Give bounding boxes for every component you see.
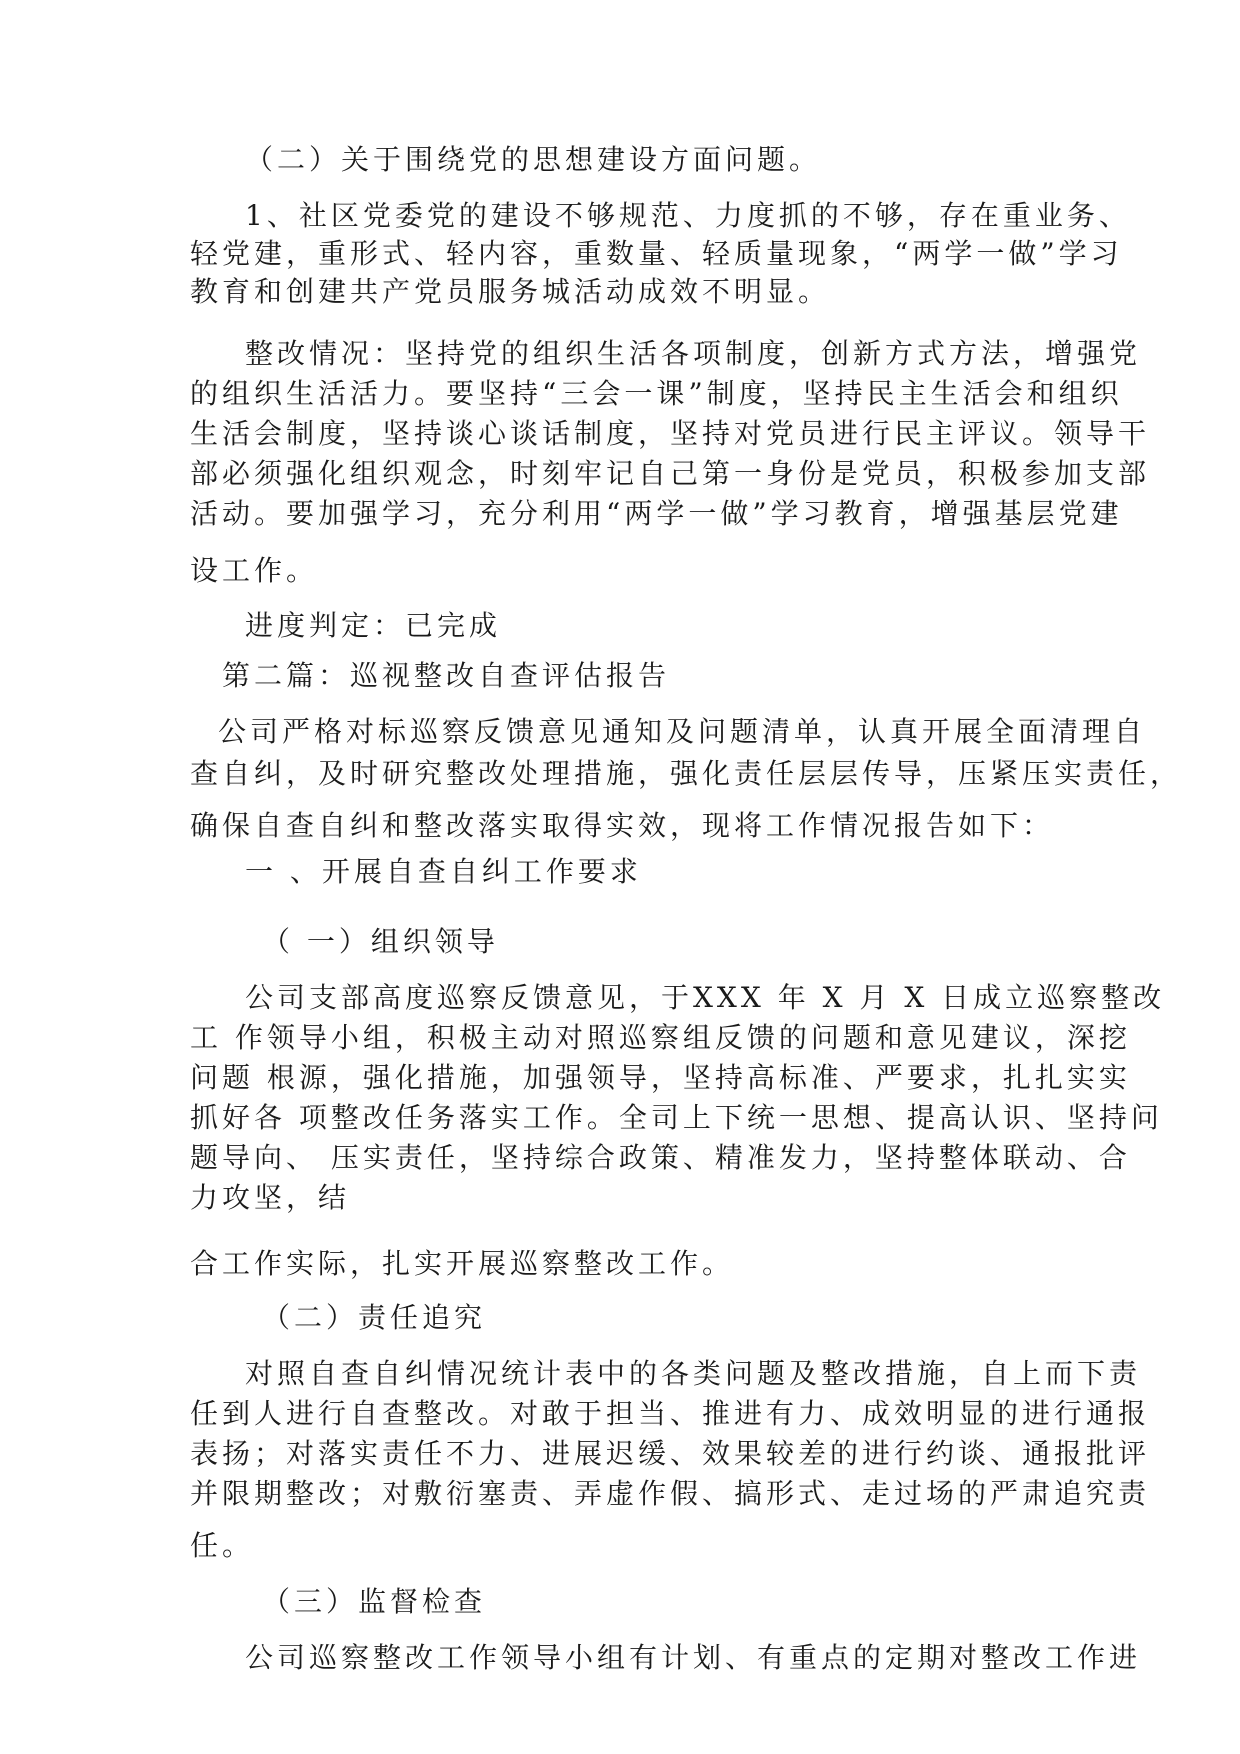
- paragraph-line: 的组织生活活力。要坚持“三会一课”制度，坚持民主生活会和组织: [190, 377, 1123, 410]
- paragraph-line: 题导向、 压实责任，坚持综合政策、精准发力，坚持整体联动、合: [190, 1141, 1131, 1174]
- paragraph-line: 1、社区党委党的建设不够规范、力度抓的不够，存在重业务、: [245, 199, 1131, 232]
- paragraph-line: 生活会制度，坚持谈心谈话制度，坚持对党员进行民主评议。领导干: [190, 417, 1151, 450]
- paragraph-line: 抓好各 项整改任务落实工作。全司上下统一思想、提高认识、坚持问: [190, 1101, 1163, 1134]
- paragraph-line: 活动。要加强学习，充分利用“两学一做”学习教育，增强基层党建: [190, 497, 1123, 530]
- paragraph-line: 对照自查自纠情况统计表中的各类问题及整改措施，自上而下责: [245, 1357, 1142, 1390]
- paragraph-line: 部必须强化组织观念，时刻牢记自己第一身份是党员，积极参加支部: [190, 457, 1151, 490]
- paragraph-line: 任到人进行自查整改。对敢于担当、推进有力、成效明显的进行通报: [190, 1397, 1151, 1430]
- chapter-title: 第二篇：巡视整改自查评估报告: [222, 659, 671, 692]
- paragraph-line: 查自纠，及时研究整改处理措施，强化责任层层传导，压紧压实责任，: [190, 757, 1183, 790]
- paragraph-line: 整改情况：坚持党的组织生活各项制度，创新方式方法，增强党: [245, 337, 1142, 370]
- subsection-heading: （ 一）组织领导: [262, 925, 499, 958]
- paragraph-line: 问题 根源，强化措施，加强领导，坚持高标准、严要求，扎扎实实: [190, 1061, 1131, 1094]
- paragraph-line: 任。: [190, 1529, 255, 1562]
- paragraph-line: 表扬；对落实责任不力、进展迟缓、效果较差的进行约谈、通报批评: [190, 1437, 1151, 1470]
- paragraph-line: 确保自查自纠和整改落实取得实效，现将工作情况报告如下：: [190, 809, 1055, 842]
- paragraph-line: 教育和创建共产党员服务城活动成效不明显。: [190, 275, 831, 308]
- section-heading: （二）关于围绕党的思想建设方面问题。: [245, 143, 822, 176]
- section-heading: 一 、开展自查自纠工作要求: [245, 855, 642, 888]
- progress-status: 进度判定：已完成: [245, 609, 502, 642]
- paragraph-line: 轻党建，重形式、轻内容，重数量、轻质量现象，“两学一做”学习: [190, 237, 1123, 270]
- paragraph-line: 合工作实际，扎实开展巡察整改工作。: [190, 1247, 735, 1280]
- paragraph-line: 公司严格对标巡察反馈意见通知及问题清单，认真开展全面清理自: [218, 715, 1147, 748]
- subsection-heading: （三）监督检查: [262, 1585, 487, 1618]
- paragraph-line: 并限期整改；对敷衍塞责、弄虚作假、搞形式、走过场的严肃追究责: [190, 1477, 1151, 1510]
- paragraph-line: 公司巡察整改工作领导小组有计划、有重点的定期对整改工作进: [245, 1641, 1142, 1674]
- subsection-heading: （二）责任追究: [262, 1301, 487, 1334]
- paragraph-line: 公司支部高度巡察反馈意见，于XXX 年 X 月 X 日成立巡察整改: [245, 981, 1166, 1014]
- paragraph-line: 力攻坚，结: [190, 1181, 351, 1214]
- paragraph-line: 工 作领导小组，积极主动对照巡察组反馈的问题和意见建议，深挖: [190, 1021, 1131, 1054]
- paragraph-line: 设工作。: [190, 554, 319, 587]
